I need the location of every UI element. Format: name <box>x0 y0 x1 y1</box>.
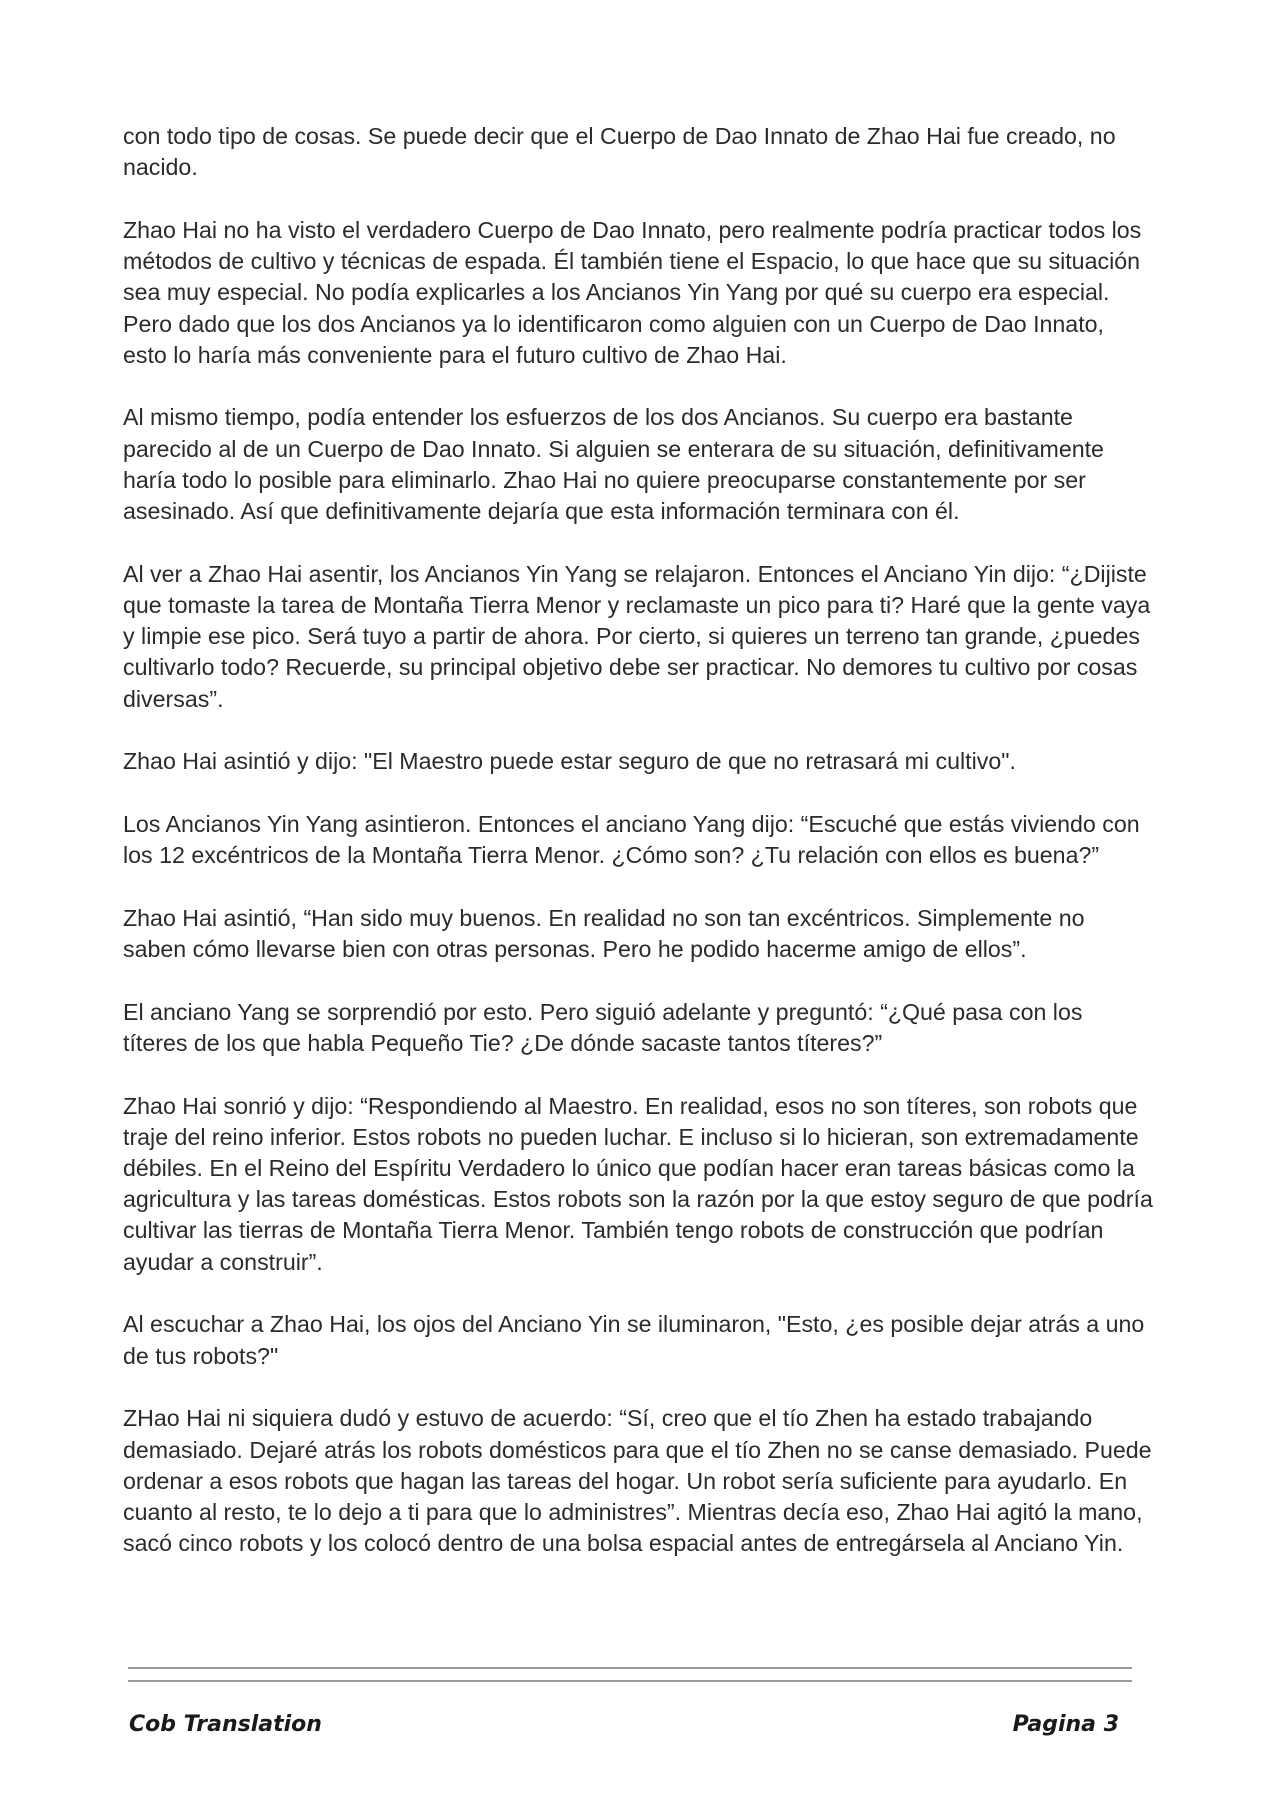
paragraph: Al mismo tiempo, podía entender los esfuerzos de los dos Ancianos. Su cuerpo era bastante parecido al de un Cuerpo de Dao Innato. Si alguien se enterara de su situación, definitivamente haría todo lo posible para eliminarlo. Zhao Hai no quiere preocuparse constantemente por ser asesinado. Así que definitivamente dejaría que esta información terminara con él. <box>123 404 1104 525</box>
paragraph: ZHao Hai ni siquiera dudó y estuvo de acuerdo: “Sí, creo que el tío Zhen ha estado trabajando demasiado. Dejaré atrás los robots domésticos para que el tío Zhen no se canse demasiado. Puede ordenar a esos robots que hagan las tareas del hogar. Un robot sería suficiente para ayudarlo. En cuanto al resto, te lo dejo a ti para que lo administres”. Mientras decía eso, Zhao Hai agitó la mano, sacó cinco robots y los colocó dentro de una bolsa espacial antes de entregársela al Anciano Yin. <box>123 1405 1152 1557</box>
footer-divider-top <box>128 1667 1132 1669</box>
paragraph: Zhao Hai sonrió y dijo: “Respondiendo al Maestro. En realidad, esos no son títeres, son robots que traje del reino inferior. Estos robots no pueden luchar. E incluso si lo hicieran, son extremadamente débiles. En el Reino del Espíritu Verdadero lo único que podían hacer eran tareas básicas como la agricultura y las tareas domésticas. Estos robots son la razón por la que estoy seguro de que podría cultivar las tierras de Montaña Tierra Menor. También tengo robots de construcción que podrían ayudar a construir”. <box>123 1092 1153 1275</box>
paragraph: Al ver a Zhao Hai asentir, los Ancianos Yin Yang se relajaron. Entonces el Anciano Yin dijo: “¿Dijiste que tomaste la tarea de Montaña Tierra Menor y reclamaste un pico para ti? Haré que la gente vaya y limpie ese pico. Será tuyo a partir de ahora. Por cierto, si quieres un terreno tan grande, ¿puedes cultivarlo todo? Recuerde, su principal objetivo debe ser practicar. No demores tu cultivo por cosas diversas”. <box>123 560 1151 712</box>
footer-page-number: Pagina 3 <box>1012 1712 1119 1737</box>
paragraph: Zhao Hai asintió y dijo: "El Maestro puede estar seguro de que no retrasará mi cultivo". <box>123 748 1016 775</box>
paragraph: Zhao Hai asintió, “Han sido muy buenos. En realidad no son tan excéntricos. Simplemente no saben cómo llevarse bien con otras personas. Pero he podido hacerme amigo de ellos”. <box>123 904 1085 963</box>
footer-divider-bottom <box>128 1680 1132 1682</box>
body-text <box>123 121 1153 1591</box>
footer-translator-credit: Cob Translation <box>129 1712 322 1737</box>
paragraph: con todo tipo de cosas. Se puede decir que el Cuerpo de Dao Innato de Zhao Hai fue creado, no nacido. <box>123 123 1116 181</box>
paragraph: Al escuchar a Zhao Hai, los ojos del Anciano Yin se iluminaron, "Esto, ¿es posible dejar atrás a uno de tus robots?" <box>123 1311 1145 1369</box>
paragraph: Los Ancianos Yin Yang asintieron. Entonces el anciano Yang dijo: “Escuché que estás viviendo con los 12 excéntricos de la Montaña Tierra Menor. ¿Cómo son? ¿Tu relación con ellos es buena?” <box>123 810 1140 869</box>
paragraph: Zhao Hai no ha visto el verdadero Cuerpo de Dao Innato, pero realmente podría practicar todos los métodos de cultivo y técnicas de espada. Él también tiene el Espacio, lo que hace que su situación sea muy especial. No podía explicarles a los Ancianos Yin Yang por qué su cuerpo era especial. Pero dado que los dos Ancianos ya lo identificaron como alguien con un Cuerpo de Dao Innato, esto lo haría más conveniente para el futuro cultivo de Zhao Hai. <box>123 216 1142 368</box>
paragraph: El anciano Yang se sorprendió por esto. Pero siguió adelante y preguntó: “¿Qué pasa con los títeres de los que habla Pequeño Tie? ¿De dónde sacaste tantos títeres?” <box>123 998 1083 1056</box>
